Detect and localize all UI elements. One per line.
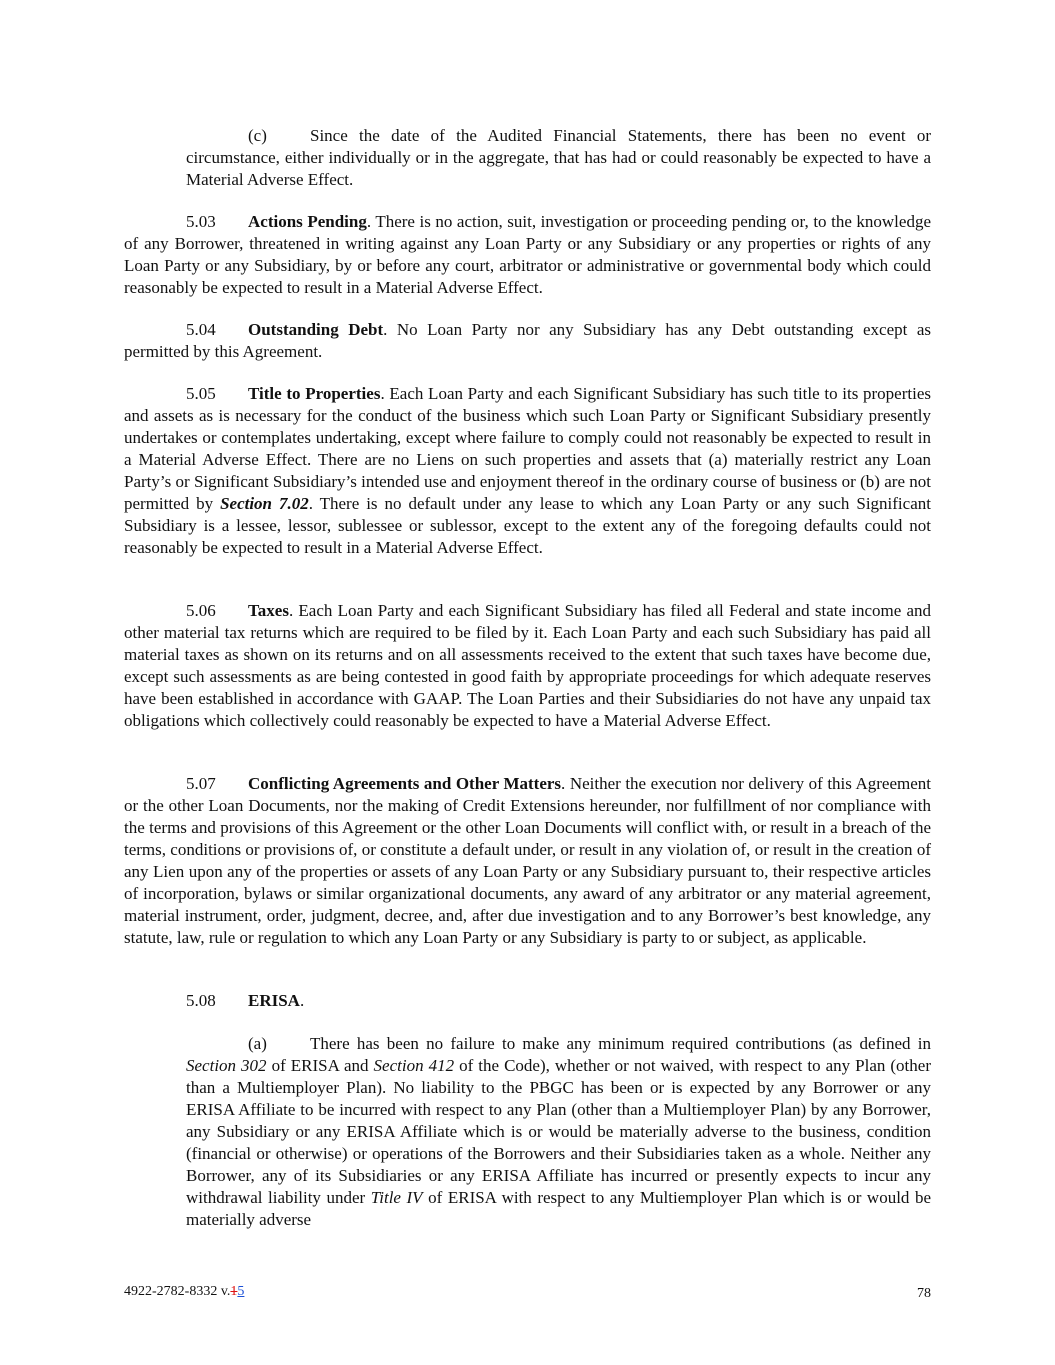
section-number: 5.05 [186,384,216,403]
section-text: . Neither the execution nor delivery of this Agreement or the other Loan Documents, nor the making of Credit Extensions hereunder, nor fulfillment of nor compliance with the terms and provisions of this Agreement or the other Loan Documents will conflict with, or result in a breach of the terms, conditions or provisions of, or constitute a default under, or result in any violation of, or result in the creation of any Lien upon any of the properties or assets of any Loan Party or any Subsidiary pursuant to, their respective articles of incorporation, bylaws or similar organizational documents, any award of any arbitrator or any material agreement, material instrument, order, judgment, decree, and, after due investigation and to any Borrower’s best knowledge, any statute, law, rule or regulation to which any Loan Party or any Subsidiary is party to or subject, as applicable. [124,774,931,947]
section-heading: Taxes [248,601,289,620]
clause-text: of ERISA with respect to any Multiemployer Plan which is or would be materially adverse [186,1188,932,1229]
section-heading: Conflicting Agreements and Other Matters [248,774,562,793]
clause-text: There has been no failure to make any minimum required contributions (as defined in [310,1034,931,1053]
section-number: 5.03 [186,212,216,231]
section-number: 5.06 [186,601,216,620]
heading-period: . [299,991,305,1010]
section-reference: Section 7.02 [220,494,309,513]
section-heading: ERISA [248,991,300,1010]
clause-label: (a) [248,1034,267,1053]
section-heading: Outstanding Debt [248,320,384,339]
section-text: . There is no default under any lease to which any Loan Party or any such Significant Subsidiary is a lessee, lessor, sublessee or sublessor, except to the extent any of the foregoing defaults could not reasonably be expected to result in a Material Adverse Effect. [124,494,931,557]
inserted-version: 5 [237,1284,245,1299]
section-5-06 [124,600,931,732]
clause-text: of the Code), whether or not waived, with respect to any Plan (other than a Multiemployer Plan). No liability to the PBGC has been or is expected by any Borrower or any ERISA Affiliate to be incurred with respect to any Plan (other than a Multiemployer Plan) by any Borrower, any Subsidiary or any ERISA Affiliate which is or would be materially adverse to the business, condition (financial or otherwise) or operations of the Borrowers and their Subsidiaries taken as a whole. Neither any Borrower, any of its Subsidiaries or any ERISA Affiliate has incurred or presently expects to incur any withdrawal liability under [186,1056,931,1207]
section-5-05 [124,383,931,559]
section-text: . There is no action, suit, investigation or proceeding pending or, to the knowledge of any Borrower, threatened in writing against any Loan Party or any Subsidiary or any properties or rights of any Loan Party or any Subsidiary, by or before any court, arbitrator or administrative or governmental body which could reasonably be expected to result in a Material Adverse Effect. [124,212,931,297]
section-number: 5.07 [186,774,216,793]
section-number: 5.04 [186,320,216,339]
section-heading: Actions Pending [248,212,367,231]
section-reference: Section 302 [186,1056,267,1075]
paragraph-5-02-c [186,125,931,191]
section-5-03 [124,211,931,299]
section-number: 5.08 [186,991,216,1010]
section-text: . No Loan Party nor any Subsidiary has any Debt outstanding except as permitted by this Agreement. [124,320,931,361]
section-5-08 [124,990,931,1012]
deleted-version: 1 [230,1284,238,1299]
section-5-07 [124,773,931,949]
section-text: . Each Loan Party and each Significant Subsidiary has filed all Federal and state income and other material tax returns which are required to be filed by it. Each Loan Party and each such Subsidiary has paid all material taxes as shown on its returns and on all assessments received to the extent that such taxes have become due, except such assessments as are being contested in good faith by appropriate proceedings for which adequate reserves have been established in accordance with GAAP. The Loan Parties and their Subsidiaries do not have any unpaid tax obligations which collectively could reasonably be expected to have a Material Adverse Effect. [124,601,931,730]
section-5-04 [124,319,931,363]
clause-text: Since the date of the Audited Financial Statements, there has been no event or circumstance, either individually or in the aggregate, that has had or could reasonably be expected to have a Material Adverse Effect. [186,126,931,189]
section-reference: Section 412 [373,1056,455,1075]
document-id: 4922-2782-8332 v. [124,1284,231,1299]
document-id-footer [124,1283,244,1301]
clause-label: (c) [248,126,267,145]
page-number: 78 [917,1286,931,1301]
paragraph-5-08-a [186,1033,931,1231]
section-heading: Title to Properties [248,384,381,403]
section-reference: Title IV [370,1188,423,1207]
section-text: . Each Loan Party and each Significant Subsidiary has such title to its properties and assets as is necessary for the conduct of the business which such Loan Party or Significant Subsidiary presently undertakes or contemplates undertaking, except where failure to comply could not reasonably be expected to result in a Material Adverse Effect. There are no Liens on such properties and assets that (a) materially restrict any Loan Party’s or Significant Subsidiary’s intended use and enjoyment thereof in the ordinary course of business or (b) are not permitted by [124,384,931,513]
clause-text: of ERISA and [266,1056,374,1075]
